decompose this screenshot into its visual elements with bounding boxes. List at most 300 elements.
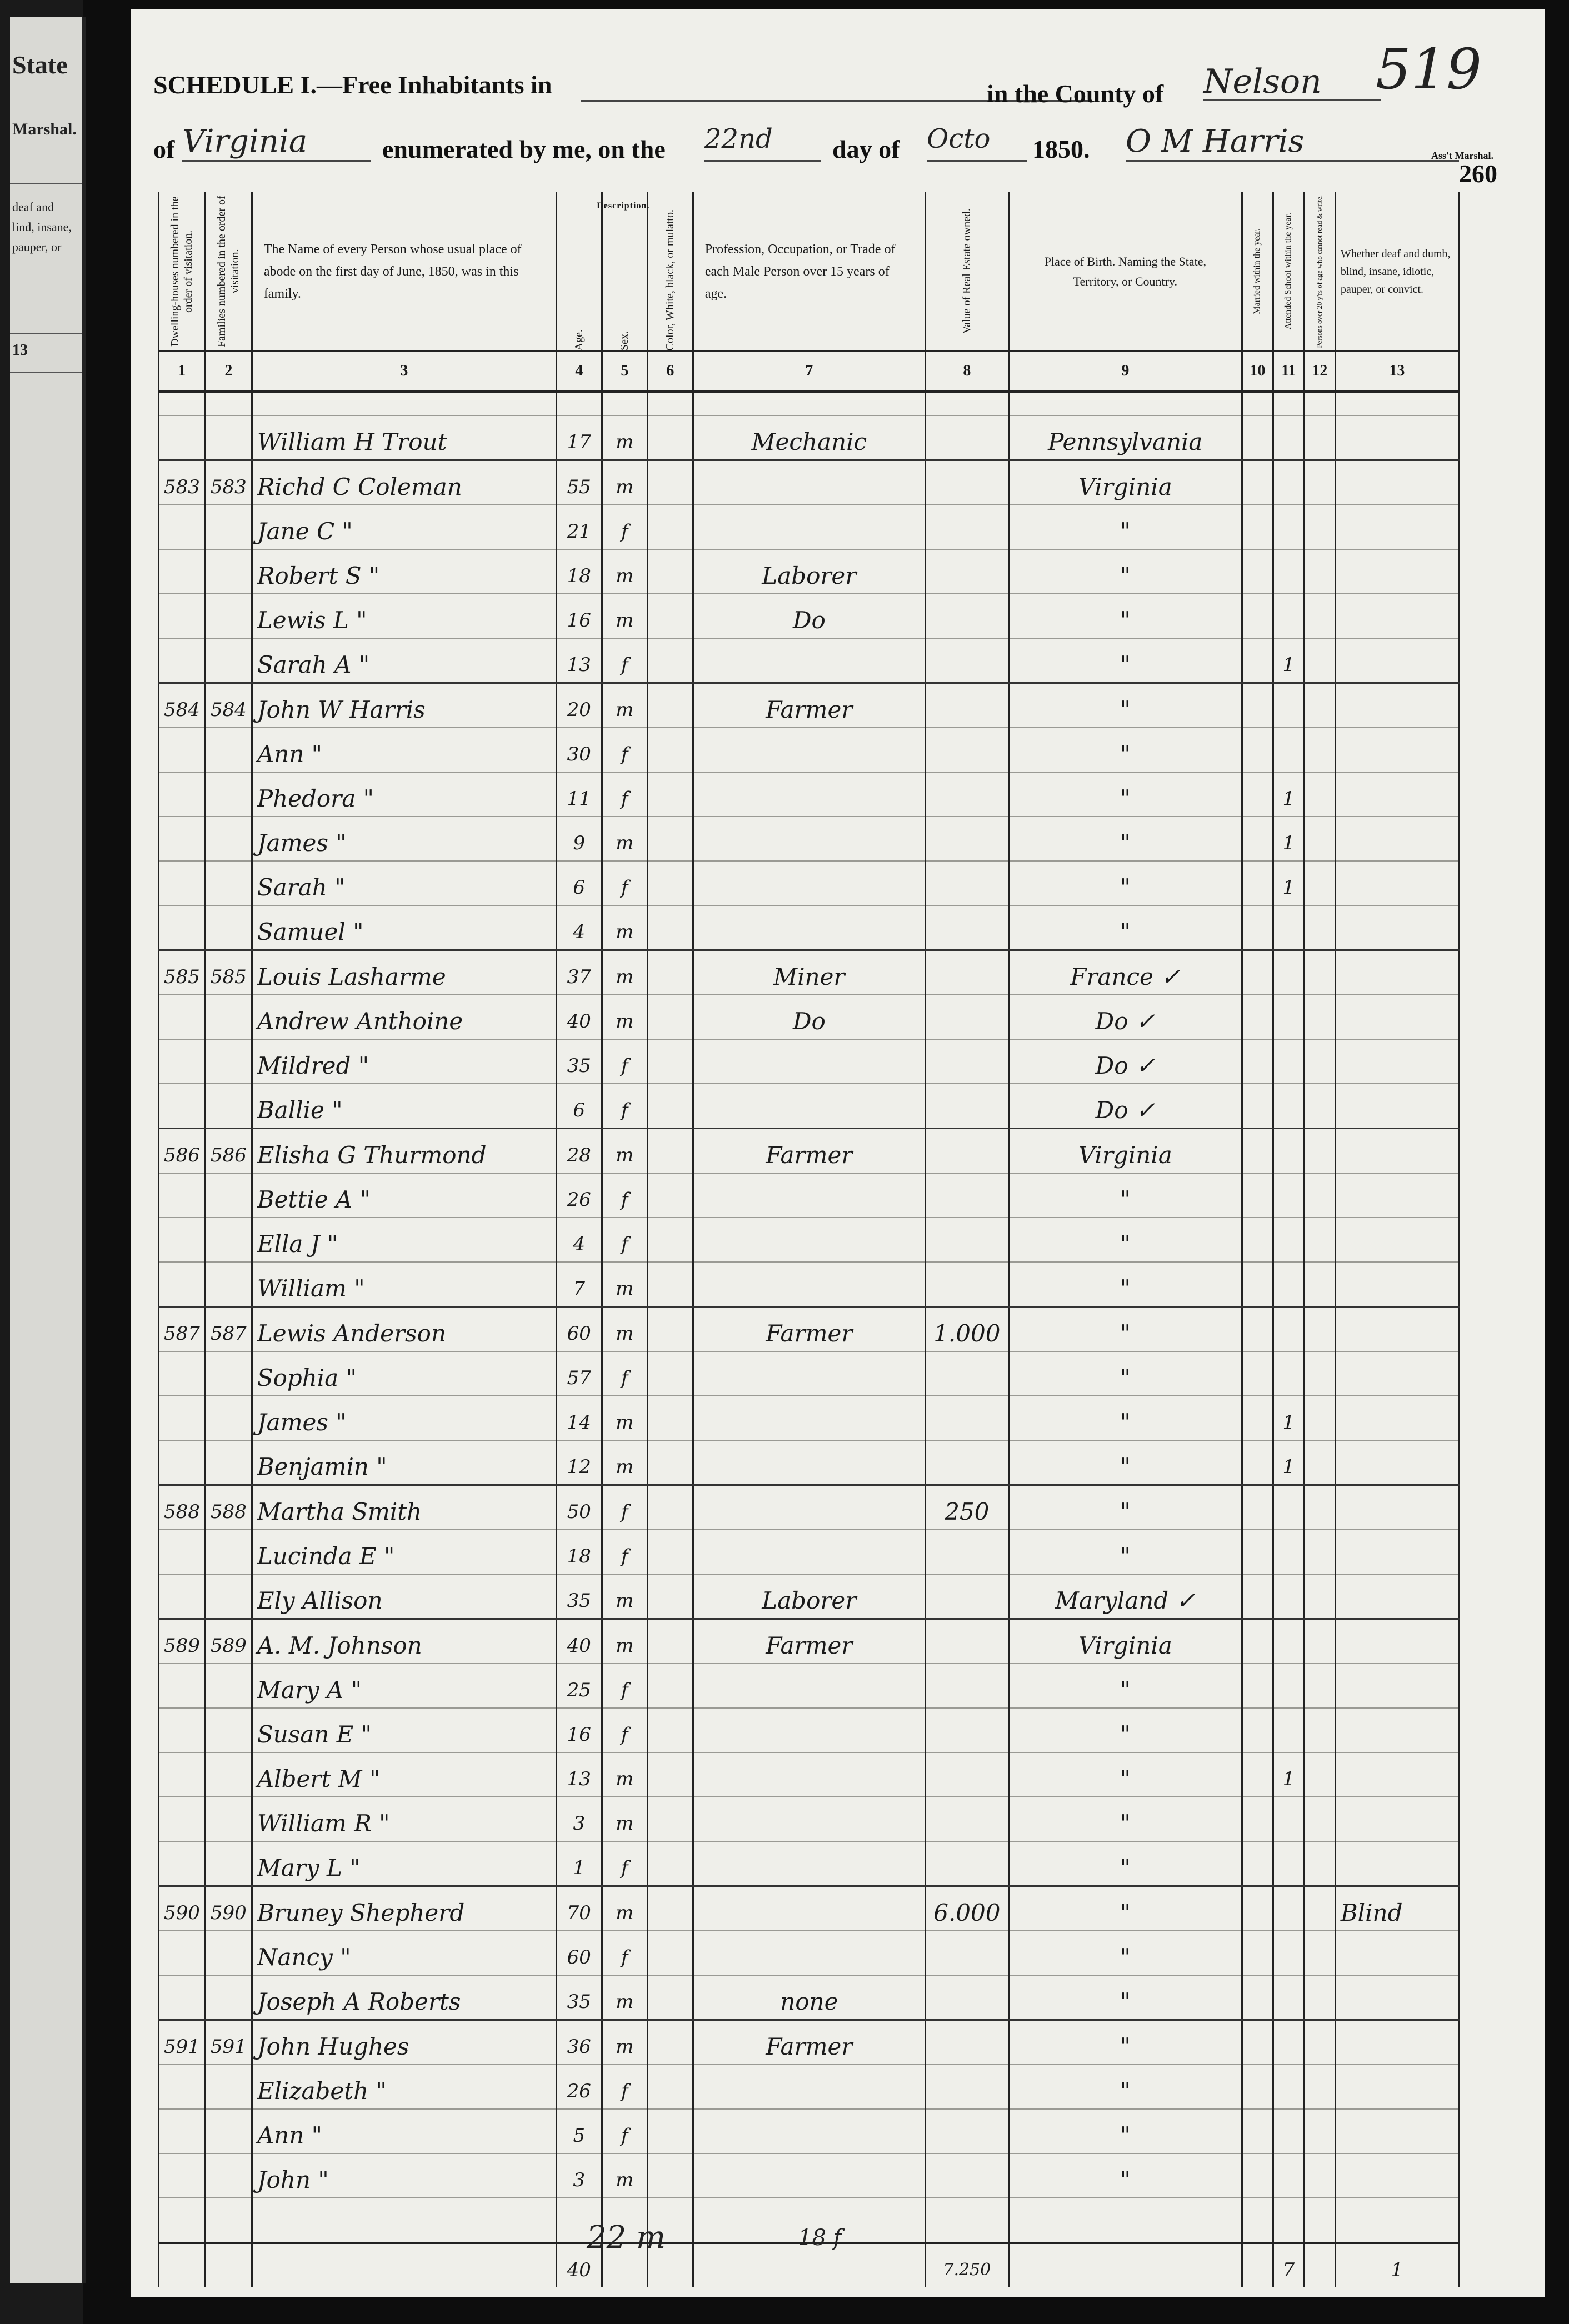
illiterate-cell bbox=[1304, 1218, 1335, 1262]
left-page-rule bbox=[10, 372, 82, 373]
table-row bbox=[159, 950, 1459, 995]
person-name: Lucinda E " bbox=[252, 1530, 556, 1574]
sex-cell: m bbox=[602, 995, 647, 1039]
age-cell: 40 bbox=[556, 995, 602, 1039]
family-number bbox=[205, 1708, 252, 1752]
condition-cell bbox=[1335, 1396, 1458, 1440]
married-cell bbox=[1242, 683, 1273, 728]
age-cell: 70 bbox=[556, 1886, 602, 1931]
dwelling-number bbox=[159, 1262, 206, 1307]
condition-cell bbox=[1335, 1262, 1458, 1307]
illiterate-cell bbox=[1304, 2198, 1335, 2243]
color-cell bbox=[647, 772, 693, 817]
occupation-cell bbox=[693, 1396, 925, 1440]
condition-cell bbox=[1335, 1218, 1458, 1262]
real-estate-value bbox=[925, 995, 1008, 1039]
occupation-cell: Farmer bbox=[693, 1619, 925, 1664]
real-estate-value bbox=[925, 2065, 1008, 2109]
dwelling-number bbox=[159, 415, 206, 460]
married-cell bbox=[1242, 2198, 1273, 2243]
age-cell: 30 bbox=[556, 728, 602, 772]
color-cell bbox=[647, 817, 693, 861]
column-header: Place of Birth. Naming the State, Territory, or Country. bbox=[1008, 192, 1242, 352]
school-cell bbox=[1273, 1664, 1304, 1708]
table-row bbox=[159, 460, 1459, 505]
real-estate-value bbox=[925, 861, 1008, 905]
occupation-cell bbox=[693, 861, 925, 905]
column-header: Description. Color, White, black, or mulatto. bbox=[647, 192, 693, 352]
birthplace-cell: " bbox=[1008, 638, 1242, 683]
occupation-cell bbox=[693, 2109, 925, 2153]
real-estate-value bbox=[925, 950, 1008, 995]
condition-cell bbox=[1335, 817, 1458, 861]
table-row bbox=[159, 1841, 1459, 1886]
family-number: 590 bbox=[205, 1886, 252, 1931]
dwelling-number bbox=[159, 905, 206, 950]
person-name: Albert M " bbox=[252, 1752, 556, 1797]
county-label: in the County of bbox=[987, 79, 1164, 108]
school-cell bbox=[1273, 1129, 1304, 1174]
person-name: Lewis L " bbox=[252, 594, 556, 638]
table-row bbox=[159, 1975, 1459, 2020]
dwelling-number bbox=[159, 1173, 206, 1218]
family-number bbox=[205, 1039, 252, 1084]
birthplace-cell: Maryland ✓ bbox=[1008, 1574, 1242, 1619]
sex-cell: f bbox=[602, 861, 647, 905]
sex-cell: f bbox=[602, 1173, 647, 1218]
marshal-field bbox=[1126, 123, 1459, 162]
condition-cell bbox=[1335, 505, 1458, 549]
birthplace-cell: " bbox=[1008, 1396, 1242, 1440]
married-cell bbox=[1242, 594, 1273, 638]
occupation-cell bbox=[693, 772, 925, 817]
school-cell bbox=[1273, 1797, 1304, 1841]
occupation-cell bbox=[693, 460, 925, 505]
age-cell: 6 bbox=[556, 861, 602, 905]
married-cell bbox=[1242, 1574, 1273, 1619]
birthplace-cell: " bbox=[1008, 1708, 1242, 1752]
school-cell: 1 bbox=[1273, 772, 1304, 817]
illiterate-cell bbox=[1304, 1574, 1335, 1619]
birthplace-cell: " bbox=[1008, 549, 1242, 594]
age-cell: 16 bbox=[556, 1708, 602, 1752]
age-cell: 16 bbox=[556, 594, 602, 638]
birthplace-cell: " bbox=[1008, 905, 1242, 950]
occupation-cell bbox=[693, 1841, 925, 1886]
sex-cell: f bbox=[602, 638, 647, 683]
illiterate-cell bbox=[1304, 1351, 1335, 1396]
married-cell bbox=[1242, 1307, 1273, 1352]
person-name: Mary L " bbox=[252, 1841, 556, 1886]
column-number: 13 bbox=[1335, 352, 1458, 392]
family-number bbox=[205, 1574, 252, 1619]
illiterate-cell bbox=[1304, 772, 1335, 817]
table-row bbox=[159, 1440, 1459, 1485]
age-cell: 3 bbox=[556, 1797, 602, 1841]
age-cell: 1 bbox=[556, 1841, 602, 1886]
real-estate-value bbox=[925, 1975, 1008, 2020]
person-name: Mildred " bbox=[252, 1039, 556, 1084]
condition-cell bbox=[1335, 995, 1458, 1039]
birthplace-cell: Virginia bbox=[1008, 460, 1242, 505]
occupation-cell: Mechanic bbox=[693, 415, 925, 460]
color-cell bbox=[647, 995, 693, 1039]
real-estate-value bbox=[925, 2020, 1008, 2065]
real-estate-value bbox=[925, 1440, 1008, 1485]
dwelling-number: 586 bbox=[159, 1129, 206, 1174]
color-cell bbox=[647, 2109, 693, 2153]
illiterate-cell bbox=[1304, 683, 1335, 728]
color-cell bbox=[647, 1440, 693, 1485]
table-row bbox=[159, 1173, 1459, 1218]
dwelling-number bbox=[159, 1039, 206, 1084]
color-cell bbox=[647, 1262, 693, 1307]
family-number bbox=[205, 995, 252, 1039]
real-estate-value bbox=[925, 1619, 1008, 1664]
school-cell bbox=[1273, 2109, 1304, 2153]
married-cell bbox=[1242, 1886, 1273, 1931]
real-estate-value bbox=[925, 1574, 1008, 1619]
person-name: A. M. Johnson bbox=[252, 1619, 556, 1664]
enumerated-label: enumerated by me, on the bbox=[382, 135, 666, 163]
age-cell: 50 bbox=[556, 1485, 602, 1530]
married-cell bbox=[1242, 905, 1273, 950]
day-of-label: day of bbox=[832, 135, 900, 163]
school-cell bbox=[1273, 549, 1304, 594]
family-number bbox=[205, 594, 252, 638]
person-name: Mary A " bbox=[252, 1664, 556, 1708]
census-table bbox=[158, 192, 1460, 2287]
married-cell bbox=[1242, 1664, 1273, 1708]
color-cell bbox=[647, 505, 693, 549]
sex-cell: m bbox=[602, 415, 647, 460]
family-number: 588 bbox=[205, 1485, 252, 1530]
color-cell bbox=[647, 1752, 693, 1797]
person-name: Ann " bbox=[252, 2109, 556, 2153]
color-cell bbox=[647, 861, 693, 905]
illiterate-cell bbox=[1304, 1262, 1335, 1307]
real-estate-value bbox=[925, 1797, 1008, 1841]
table-row bbox=[159, 1351, 1459, 1396]
birthplace-cell: " bbox=[1008, 1218, 1242, 1262]
real-estate-value bbox=[925, 1841, 1008, 1886]
sex-cell: m bbox=[602, 1396, 647, 1440]
condition-cell bbox=[1335, 905, 1458, 950]
real-estate-value bbox=[925, 594, 1008, 638]
condition-cell bbox=[1335, 1841, 1458, 1886]
column-number: 10 bbox=[1242, 352, 1273, 392]
age-cell: 55 bbox=[556, 460, 602, 505]
sex-cell: m bbox=[602, 905, 647, 950]
school-cell bbox=[1273, 415, 1304, 460]
married-cell bbox=[1242, 1708, 1273, 1752]
table-row bbox=[159, 1485, 1459, 1530]
dwelling-number: 590 bbox=[159, 1886, 206, 1931]
family-number bbox=[205, 1084, 252, 1129]
condition-cell bbox=[1335, 1708, 1458, 1752]
school-cell bbox=[1273, 1975, 1304, 2020]
birthplace-cell: " bbox=[1008, 1886, 1242, 1931]
person-name: Bettie A " bbox=[252, 1173, 556, 1218]
total-value: 7.250 bbox=[925, 2243, 1008, 2287]
table-row bbox=[159, 2065, 1459, 2109]
condition-cell bbox=[1335, 638, 1458, 683]
column-number: 11 bbox=[1273, 352, 1304, 392]
real-estate-value: 6.000 bbox=[925, 1886, 1008, 1931]
married-cell bbox=[1242, 995, 1273, 1039]
real-estate-value: 250 bbox=[925, 1485, 1008, 1530]
table-row bbox=[159, 1129, 1459, 1174]
school-cell bbox=[1273, 1084, 1304, 1129]
column-number: 2 bbox=[205, 352, 252, 392]
table-row bbox=[159, 817, 1459, 861]
birthplace-cell: Do ✓ bbox=[1008, 995, 1242, 1039]
condition-cell bbox=[1335, 1752, 1458, 1797]
school-cell bbox=[1273, 1173, 1304, 1218]
age-cell: 18 bbox=[556, 1530, 602, 1574]
condition-cell bbox=[1335, 1975, 1458, 2020]
school-cell bbox=[1273, 1262, 1304, 1307]
real-estate-value bbox=[925, 1262, 1008, 1307]
occupation-cell: none bbox=[693, 1975, 925, 2020]
dwelling-number bbox=[159, 549, 206, 594]
sex-cell: f bbox=[602, 505, 647, 549]
family-number bbox=[205, 549, 252, 594]
person-name: John " bbox=[252, 2153, 556, 2198]
left-page-fragment: 13 bbox=[12, 342, 28, 359]
real-estate-value bbox=[925, 1752, 1008, 1797]
sex-cell: m bbox=[602, 1975, 647, 2020]
married-cell bbox=[1242, 1173, 1273, 1218]
color-cell bbox=[647, 1708, 693, 1752]
person-name: Sarah " bbox=[252, 861, 556, 905]
real-estate-value bbox=[925, 1173, 1008, 1218]
married-cell bbox=[1242, 1351, 1273, 1396]
birthplace-cell: " bbox=[1008, 861, 1242, 905]
married-cell bbox=[1242, 1530, 1273, 1574]
table-row bbox=[159, 1039, 1459, 1084]
occupation-cell bbox=[693, 2153, 925, 2198]
sex-cell: m bbox=[602, 1262, 647, 1307]
column-header: Persons over 20 y'rs of age who cannot read & write. bbox=[1304, 192, 1335, 352]
school-cell bbox=[1273, 1485, 1304, 1530]
real-estate-value bbox=[925, 1708, 1008, 1752]
table-row bbox=[159, 772, 1459, 817]
dwelling-number: 583 bbox=[159, 460, 206, 505]
column-header: Attended School within the year. bbox=[1273, 192, 1304, 352]
family-number bbox=[205, 905, 252, 950]
dwelling-number: 591 bbox=[159, 2020, 206, 2065]
sex-cell: m bbox=[602, 1886, 647, 1931]
dwelling-number bbox=[159, 861, 206, 905]
married-cell bbox=[1242, 1841, 1273, 1886]
color-cell bbox=[647, 2153, 693, 2198]
table-row bbox=[159, 1084, 1459, 1129]
person-name: James " bbox=[252, 817, 556, 861]
column-number: 6 bbox=[647, 352, 693, 392]
birthplace-cell: " bbox=[1008, 1797, 1242, 1841]
real-estate-value bbox=[925, 1218, 1008, 1262]
column-number: 12 bbox=[1304, 352, 1335, 392]
age-cell: 9 bbox=[556, 817, 602, 861]
column-number: 7 bbox=[693, 352, 925, 392]
family-number bbox=[205, 1218, 252, 1262]
color-cell bbox=[647, 1664, 693, 1708]
school-cell bbox=[1273, 1841, 1304, 1886]
year-label: 1850. bbox=[1032, 135, 1090, 163]
age-cell: 21 bbox=[556, 505, 602, 549]
color-cell bbox=[647, 2065, 693, 2109]
age-cell: 36 bbox=[556, 2020, 602, 2065]
column-header: Whether deaf and dumb, blind, insane, idiotic, pauper, or convict. bbox=[1335, 192, 1458, 352]
dwelling-number bbox=[159, 1841, 206, 1886]
age-cell: 17 bbox=[556, 415, 602, 460]
sex-cell: m bbox=[602, 817, 647, 861]
birthplace-cell: " bbox=[1008, 772, 1242, 817]
married-cell bbox=[1242, 460, 1273, 505]
school-cell bbox=[1273, 1307, 1304, 1352]
occupation-cell bbox=[693, 1530, 925, 1574]
birthplace-cell: " bbox=[1008, 1307, 1242, 1352]
person-name: Martha Smith bbox=[252, 1485, 556, 1530]
month-field bbox=[927, 123, 1027, 162]
column-header: Value of Real Estate owned. bbox=[925, 192, 1008, 352]
sheet-number: 260 bbox=[1459, 159, 1497, 188]
family-number bbox=[205, 1530, 252, 1574]
sex-cell: f bbox=[602, 1931, 647, 1975]
dwelling-number bbox=[159, 728, 206, 772]
school-cell bbox=[1273, 950, 1304, 995]
real-estate-value bbox=[925, 817, 1008, 861]
color-cell bbox=[647, 1218, 693, 1262]
table-row bbox=[159, 1708, 1459, 1752]
table-row bbox=[159, 505, 1459, 549]
person-name: Lewis Anderson bbox=[252, 1307, 556, 1352]
family-number: 584 bbox=[205, 683, 252, 728]
married-cell bbox=[1242, 1440, 1273, 1485]
illiterate-cell bbox=[1304, 415, 1335, 460]
illiterate-cell bbox=[1304, 1485, 1335, 1530]
condition-cell bbox=[1335, 683, 1458, 728]
occupation-cell bbox=[693, 1262, 925, 1307]
birthplace-cell: " bbox=[1008, 728, 1242, 772]
married-cell bbox=[1242, 1797, 1273, 1841]
occupation-cell: Farmer bbox=[693, 1307, 925, 1352]
sex-cell: f bbox=[602, 1084, 647, 1129]
real-estate-value bbox=[925, 1664, 1008, 1708]
day-field bbox=[704, 123, 821, 162]
sex-cell: f bbox=[602, 1841, 647, 1886]
illiterate-cell bbox=[1304, 1841, 1335, 1886]
table-row bbox=[159, 1619, 1459, 1664]
dwelling-number bbox=[159, 1530, 206, 1574]
color-cell bbox=[647, 1084, 693, 1129]
illiterate-cell bbox=[1304, 2020, 1335, 2065]
married-cell bbox=[1242, 1262, 1273, 1307]
dwelling-number bbox=[159, 2153, 206, 2198]
family-number bbox=[205, 817, 252, 861]
dwelling-number bbox=[159, 1084, 206, 1129]
illiterate-cell bbox=[1304, 1039, 1335, 1084]
real-estate-value bbox=[925, 1129, 1008, 1174]
census-page bbox=[131, 9, 1545, 2297]
table-row bbox=[159, 1574, 1459, 1619]
age-cell: 14 bbox=[556, 1396, 602, 1440]
dwelling-number bbox=[159, 1931, 206, 1975]
age-cell: 26 bbox=[556, 2065, 602, 2109]
illiterate-cell bbox=[1304, 861, 1335, 905]
column-header: Age. bbox=[556, 192, 602, 352]
family-number bbox=[205, 638, 252, 683]
occupation-cell bbox=[693, 2065, 925, 2109]
sex-cell: f bbox=[602, 728, 647, 772]
married-cell bbox=[1242, 2020, 1273, 2065]
condition-cell bbox=[1335, 460, 1458, 505]
person-name: Louis Lasharme bbox=[252, 950, 556, 995]
table-row bbox=[159, 1931, 1459, 1975]
illiterate-cell bbox=[1304, 1396, 1335, 1440]
school-cell bbox=[1273, 905, 1304, 950]
sex-cell: m bbox=[602, 549, 647, 594]
condition-cell bbox=[1335, 1129, 1458, 1174]
condition-cell bbox=[1335, 415, 1458, 460]
school-cell: 1 bbox=[1273, 1440, 1304, 1485]
family-number bbox=[205, 1931, 252, 1975]
birthplace-cell: Virginia bbox=[1008, 1129, 1242, 1174]
color-cell bbox=[647, 1173, 693, 1218]
married-cell bbox=[1242, 728, 1273, 772]
table-row bbox=[159, 1752, 1459, 1797]
real-estate-value bbox=[925, 638, 1008, 683]
color-cell bbox=[647, 460, 693, 505]
birthplace-cell: Do ✓ bbox=[1008, 1084, 1242, 1129]
dwelling-number bbox=[159, 817, 206, 861]
school-cell bbox=[1273, 1574, 1304, 1619]
married-cell bbox=[1242, 1485, 1273, 1530]
age-cell: 35 bbox=[556, 1574, 602, 1619]
condition-cell bbox=[1335, 2109, 1458, 2153]
person-name: Phedora " bbox=[252, 772, 556, 817]
dwelling-number bbox=[159, 1574, 206, 1619]
school-cell bbox=[1273, 1886, 1304, 1931]
color-cell bbox=[647, 1307, 693, 1352]
column-header: Dwelling-houses numbered in the order of visitation. bbox=[159, 192, 206, 352]
family-number bbox=[205, 1841, 252, 1886]
birthplace-cell: " bbox=[1008, 1752, 1242, 1797]
married-cell bbox=[1242, 1084, 1273, 1129]
total-school: 7 bbox=[1273, 2243, 1304, 2287]
dwelling-number bbox=[159, 505, 206, 549]
illiterate-cell bbox=[1304, 1129, 1335, 1174]
color-cell bbox=[647, 415, 693, 460]
adjacent-page-edge bbox=[10, 17, 86, 2283]
table-row bbox=[159, 1530, 1459, 1574]
occupation-cell bbox=[693, 1485, 925, 1530]
sex-cell: m bbox=[602, 460, 647, 505]
family-number bbox=[205, 1351, 252, 1396]
dwelling-number: 584 bbox=[159, 683, 206, 728]
person-name: Elizabeth " bbox=[252, 2065, 556, 2109]
real-estate-value bbox=[925, 1396, 1008, 1440]
condition-cell bbox=[1335, 1440, 1458, 1485]
person-name: Jane C " bbox=[252, 505, 556, 549]
county-field bbox=[1203, 62, 1381, 101]
female-tally-note: 18 f bbox=[798, 2225, 842, 2251]
person-name bbox=[252, 2198, 556, 2243]
person-name: Ann " bbox=[252, 728, 556, 772]
occupation-cell bbox=[693, 1440, 925, 1485]
dwelling-number bbox=[159, 1708, 206, 1752]
